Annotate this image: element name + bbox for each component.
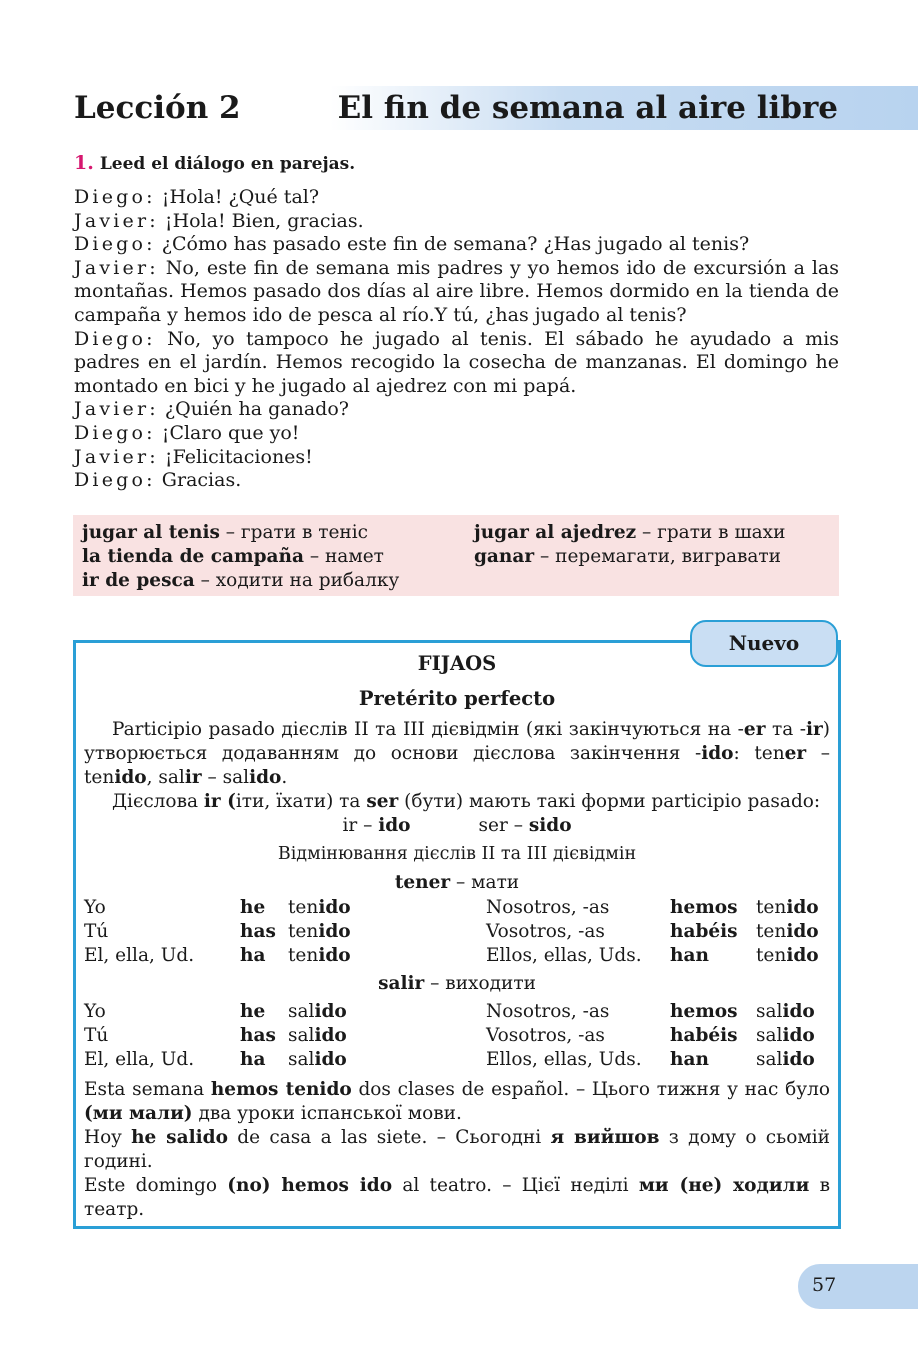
speaker: Diego:	[74, 327, 156, 350]
line-text: Gracias.	[155, 469, 242, 492]
auxiliary: habéis	[670, 1025, 738, 1046]
dialogue-line	[74, 210, 839, 234]
vocab-item	[474, 545, 785, 569]
participle: salido	[756, 1049, 815, 1070]
vocabulary-box	[73, 515, 839, 596]
dialogue-line	[74, 469, 839, 493]
pronoun: Tú	[84, 1025, 109, 1046]
nuevo-tag: Nuevo	[690, 620, 838, 667]
participle: tenido	[756, 921, 819, 942]
line-text: ¡Hola! ¿Qué tal?	[155, 186, 320, 208]
vocab-column-right	[474, 521, 785, 569]
conjugation-table-tener	[84, 896, 830, 968]
speaker: Javier:	[74, 209, 159, 232]
vocab-term: jugar al tenis	[82, 522, 220, 543]
line-text: ¿Cómo has pasado este fin de semana? ¿Has jugado al tenis?	[155, 233, 750, 256]
line-text: ¡Felicitaciones!	[158, 445, 313, 468]
lesson-number: Lección 2	[74, 90, 241, 126]
conjugation-title: Відмінювання дієслів II та III дієвідмін	[277, 844, 637, 864]
participle: tenido	[756, 897, 819, 918]
grammar-content	[84, 650, 830, 1222]
irregular-forms: ir – ido ser – sido	[342, 815, 572, 836]
speaker: Diego:	[74, 233, 156, 256]
exercise-heading	[74, 152, 355, 174]
participle: salido	[288, 1025, 347, 1046]
page-number: 57	[812, 1274, 837, 1296]
line-text: No, yo tampoco he jugado al tenis. El sábado he ayudado a mis padres en el jardín. Hemos recogido la cosecha de manzanas. El domingo he montado en bici y he jugado al ajedrez con mi papá.	[74, 327, 839, 397]
auxiliary: han	[670, 945, 709, 966]
dialogue-line	[74, 446, 839, 470]
pronoun: Yo	[84, 897, 106, 918]
participle: tenido	[756, 945, 819, 966]
participle: tenido	[288, 945, 351, 966]
auxiliary: has	[240, 921, 276, 942]
pronoun: Nosotros, -as	[486, 1001, 610, 1022]
vocab-item	[82, 521, 399, 545]
dialogue-line	[74, 398, 839, 422]
auxiliary: he	[240, 1001, 266, 1022]
pronoun: Tú	[84, 921, 109, 942]
pronoun: Ellos, ellas, Uds.	[486, 945, 642, 966]
vocab-column-left	[82, 521, 399, 593]
example-3: Este domingo (no) hemos ido al teatro. – Цієї неділі ми (не) ходили в театр.	[84, 1175, 830, 1220]
vocab-term: ir de pesca	[82, 570, 195, 591]
dialogue	[74, 186, 839, 493]
line-text: No, este fin de semana mis padres y yo hemos ido de excursión a las montañas. Hemos pasado dos días al aire libre. Hemos dormido en la tienda de campaña y hemos ido de pesca al río.Y tú, ¿has jugado al tenis?	[74, 256, 839, 326]
vocab-term: jugar al ajedrez	[474, 522, 637, 543]
dialogue-line	[74, 422, 839, 446]
line-text: ¡Claro que yo!	[155, 421, 300, 444]
speaker: Diego:	[74, 186, 156, 208]
speaker: Javier:	[74, 256, 159, 279]
vocab-def: – грати в шахи	[636, 522, 786, 543]
speaker: Javier:	[74, 445, 159, 468]
auxiliary: ha	[240, 945, 266, 966]
pronoun: Ellos, ellas, Uds.	[486, 1049, 642, 1070]
participle: salido	[288, 1001, 347, 1022]
dialogue-line	[74, 186, 839, 210]
vocab-def: – ходити на рибалку	[194, 570, 400, 591]
pronoun: Vosotros, -as	[486, 1025, 605, 1046]
participle: tenido	[288, 921, 351, 942]
vocab-item	[82, 569, 399, 593]
exercise-instruction: Leed el diálogo en parejas.	[99, 154, 356, 174]
grammar-title: FIJAOS	[417, 652, 497, 675]
pronoun: Nosotros, -as	[486, 897, 610, 918]
pronoun: El, ella, Ud.	[84, 945, 195, 966]
grammar-paragraph-1: Participio pasado дієслів II та III дієвідмін (які закінчуються на -er та -ir) утворюється додаванням до основи дієслова закінчення -ido: tener – tenido, salir – salido.	[84, 719, 830, 788]
participle: salido	[756, 1001, 815, 1022]
verb-heading-salir: salir – виходити	[378, 973, 536, 994]
example-1: Esta semana hemos tenido dos clases de español. – Цього тижня у нас було (ми мали) два уроки іспанської мови.	[84, 1079, 830, 1124]
exercise-number: 1.	[74, 152, 94, 174]
lesson-title: El fin de semana al aire libre	[337, 90, 838, 126]
auxiliary: habéis	[670, 921, 738, 942]
participle: tenido	[288, 897, 351, 918]
dialogue-line	[74, 328, 839, 399]
speaker: Diego:	[74, 469, 156, 492]
auxiliary: hemos	[670, 897, 738, 918]
pronoun: Vosotros, -as	[486, 921, 605, 942]
vocab-def: – перемагати, вигравати	[534, 546, 781, 567]
pronoun: El, ella, Ud.	[84, 1049, 195, 1070]
auxiliary: he	[240, 897, 266, 918]
speaker: Diego:	[74, 421, 156, 444]
auxiliary: hemos	[670, 1001, 738, 1022]
vocab-term: ganar	[474, 546, 535, 567]
vocab-term: la tienda de campaña	[82, 546, 304, 567]
example-2: Hoy he salido de casa a las siete. – Сьогодні я вийшов з дому о сьомій годині.	[84, 1127, 830, 1172]
speaker: Javier:	[74, 398, 159, 421]
line-text: ¿Quién ha ganado?	[158, 398, 349, 421]
dialogue-line	[74, 233, 839, 257]
participle: salido	[756, 1025, 815, 1046]
participle: salido	[288, 1049, 347, 1070]
vocab-def: – намет	[303, 546, 384, 567]
auxiliary: has	[240, 1025, 276, 1046]
auxiliary: han	[670, 1049, 709, 1070]
verb-heading-tener: tener – мати	[394, 872, 520, 893]
vocab-item	[82, 545, 399, 569]
line-text: ¡Hola! Bien, gracias.	[158, 209, 364, 232]
vocab-item	[474, 521, 785, 545]
vocab-def: – грати в теніс	[219, 522, 369, 543]
grammar-subtitle: Pretérito perfecto	[358, 687, 556, 710]
auxiliary: ha	[240, 1049, 266, 1070]
conjugation-table-salir	[84, 1000, 830, 1072]
dialogue-line	[74, 257, 839, 328]
grammar-paragraph-2: Дієслова ir (іти, їхати) та ser (бути) мають такі форми participio pasado:	[112, 791, 821, 812]
pronoun: Yo	[84, 1001, 106, 1022]
